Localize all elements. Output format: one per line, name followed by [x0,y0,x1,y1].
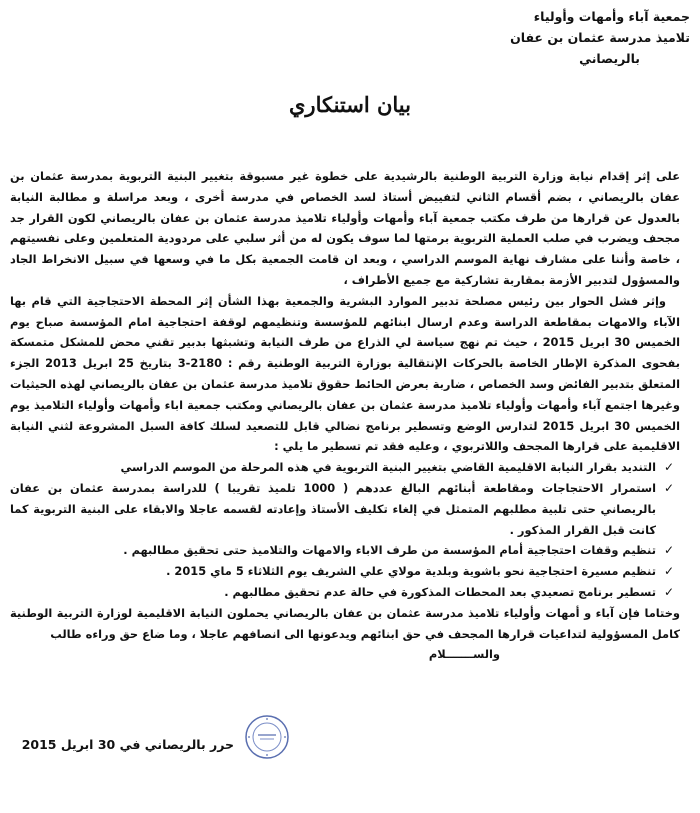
demand-text: تنظيم مسيرة احتجاجية نحو باشوية وبلدية مولاي علي الشريف يوم الثلاثاء 5 ماي 2015 . [166,564,656,579]
header-line-2: تلاميذ مدرسة عثمان بن عفان [510,30,690,45]
header-line-1: جمعية آباء وأمهات وأولياء [533,9,690,24]
demand-text: التنديد بقرار النيابة الاقليمية القاضي بتغيير البنية التربوية في هذه المرحلة من الموسم الدراسي [120,460,656,475]
check-icon: ✓ [663,543,674,558]
check-icon: ✓ [663,584,674,599]
paragraph-conclusion: وختاما فإن آباء و أمهات وأولياء تلاميذ مدرسة عثمان بن عفان بالريصاني يحملون النيابة الاقليمية لوزارة التربية الوطنية كامل المسؤولية لتداعيات قرارها المجحف في حق ابنائهم ويدعونها الى انصافهم عاجلا ، وما ضاع حق وراءه طالب [10,605,680,641]
demand-text: تسطير برنامج تصعيدي بعد المحطات المذكورة في حالة عدم تحقيق مطالبهم . [224,584,656,599]
signature-date-line: حرر بالريصاني في 30 ابريل 2015 [21,737,234,752]
demand-item [10,582,674,603]
check-icon: ✓ [663,564,674,579]
demands-list [10,457,680,603]
check-icon: ✓ [663,480,674,495]
demand-item [10,478,674,540]
demand-item [10,540,674,561]
document-title: بيان استنكاري [289,92,411,117]
association-stamp-icon [244,714,290,760]
closing-salutation: والســـــــلام [428,647,500,662]
check-icon: ✓ [663,460,674,475]
paragraph-context: وإثر فشل الحوار بين رئيس مصلحة تدبير الموارد البشرية والجمعية بهذا الشأن إثر المحطة الاحتجاجية التي قام بها الآباء والامهات بمقاطعة الدراسة وعدم ارسال ابنائهم للمؤسسة وتنظيمهم لوقفة احتجاجية امام المؤسسة صباح يوم الخميس 30 ابريل 2015 ، حيث تم نهج سياسة لي الذراع من طرف النيابة وتشبثها بدبير تقني محض للمشكل متمسكة بفحوى المذكرة الإطار الخاصة بالحركات الإنتقالية بوزارة التربية الوطنية رقم : 2180-3 بتاريخ 25 ابريل 2013 الجزء المتعلق بتدبير الفائض وسد الخصاص ، ضاربة بعرض الحائط حقوق تلاميذ مدرسة عثمان بن عفان بالريصاني لهذه الحيثيات وغيرها اجتمع آباء وأمهات وأولياء تلاميذ مدرسة عثمان بن عفان بالريصاني ومكتب جمعية اباء وأمهات وأولياء التلاميذ يوم الخميس 30 ابريل 2015 لتدارس الوضع وتسطير برنامج نضالي قابل للتصعيد لسلك كافة السبل المشروعة لثني النيابة الاقليمية على قرارها المجحف واللاتربوي ، وعليه فقد تم تسطير ما يلي : [10,293,680,454]
demand-text: استمرار الاحتجاجات ومقاطعة أبنائهم البالغ عددهم ( 1000 تلميذ تقريبا ) للدراسة بمدرسة عثمان بن عفان بالريصاني حتى تلبية مطلبهم المتمثل في إلغاء تكليف الأستاذ وإعادته لقسمه عاجلا والابقاء على البنية التربوية كما كانت قبل القرار المذكور . [10,480,656,537]
header-line-3: بالريصاني [579,51,640,66]
paragraph-intro: على إثر إقدام نيابة وزارة التربية الوطنية بالرشيدية على خطوة غير مسبوقة بتغيير البنية التربوية بمدرسة عثمان بن عفان بالريصاني ، بضم أقسام الثاني لتفييض أستاذ لسد الخصاص في مدرسة أخرى ، وبعد مراسلة و مطالبة النيابة بالعدول عن قرارها من طرف مكتب جمعية آباء وأمهات وأولياء تلاميذ مدرسة عثمان بن عفان بالريصاني لكون القرار جد مجحف ويضرب في صلب العملية التربوية برمتها لما سوف يكون له من أثر سلبي على مردودية المتعلمين وعلى نفسيتهم ، خاصة وأننا على مشارف نهاية الموسم الدراسي ، وبعد ان قامت الجمعية بكل ما في وسعها في سبيل الانخراط الجاد والمسؤول لتدبير الأزمة بمقاربة تشاركية مع جميع الأطراف ، [10,169,680,287]
association-header [470,6,690,69]
demand-item [10,561,674,582]
demand-item [10,457,674,478]
demand-text: تنظيم وقفات احتجاجية أمام المؤسسة من طرف الاباء والامهات والتلاميذ حتى تحقيق مطالبهم . [123,543,656,558]
statement-body [10,166,680,665]
